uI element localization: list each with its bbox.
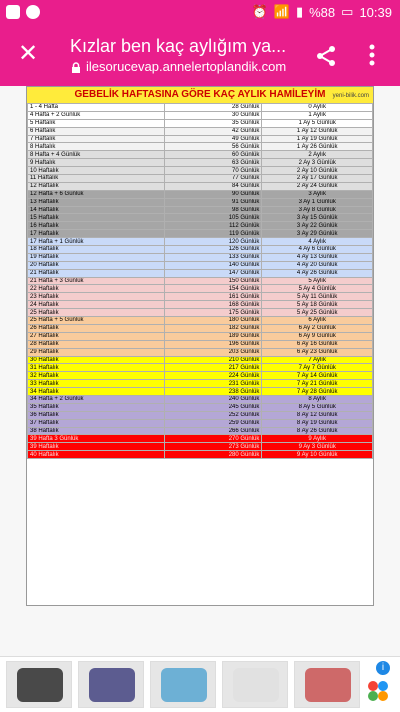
- table-row: [28, 135, 373, 143]
- table-row: [28, 119, 373, 127]
- days-cell: 266 Günlük: [165, 427, 262, 435]
- months-cell: 7 Ay 21 Günlük: [262, 380, 373, 388]
- table-row: [28, 419, 373, 427]
- days-cell: 231 Günlük: [165, 380, 262, 388]
- table-row: [28, 182, 373, 190]
- pinwheel-icon: [26, 5, 40, 19]
- page-url: ilesorucevap.annelertoplandik.com: [86, 59, 287, 74]
- table-row: [28, 277, 373, 285]
- months-cell: 5 Ay 4 Günlük: [262, 285, 373, 293]
- table-row: [28, 104, 373, 112]
- week-cell: 21 Hafta + 3 Günlük: [28, 277, 165, 285]
- months-cell: 3 Ay 22 Günlük: [262, 222, 373, 230]
- table-subtitle: yeni-bilik.com: [332, 93, 369, 99]
- days-cell: 119 Günlük: [165, 230, 262, 238]
- week-cell: 34 Hafta + 2 Günlük: [28, 395, 165, 403]
- brand-icon[interactable]: [364, 677, 392, 705]
- battery-icon: ▭: [341, 4, 354, 19]
- week-cell: 13 Haftalık: [28, 198, 165, 206]
- ad-image: [305, 668, 351, 702]
- ad-image: [233, 668, 279, 702]
- months-cell: 8 Ay 26 Günlük: [262, 427, 373, 435]
- months-cell: 6 Aylık: [262, 317, 373, 325]
- days-cell: 175 Günlük: [165, 309, 262, 317]
- days-cell: 60 Günlük: [165, 151, 262, 159]
- days-cell: 30 Günlük: [165, 111, 262, 119]
- months-cell: 8 Ay 19 Günlük: [262, 419, 373, 427]
- months-cell: 7 Aylık: [262, 356, 373, 364]
- week-cell: 12 Haftalık: [28, 182, 165, 190]
- week-cell: 37 Haftalık: [28, 419, 165, 427]
- ad-banner[interactable]: [0, 656, 400, 712]
- months-cell: 3 Ay 1 Günlük: [262, 198, 373, 206]
- months-cell: 9 Aylık: [262, 435, 373, 443]
- days-cell: 210 Günlük: [165, 356, 262, 364]
- days-cell: 182 Günlük: [165, 324, 262, 332]
- table-row: [28, 261, 373, 269]
- table-row: [28, 380, 373, 388]
- months-cell: 1 Aylık: [262, 111, 373, 119]
- week-cell: 19 Haftalık: [28, 253, 165, 261]
- months-cell: 4 Aylık: [262, 238, 373, 246]
- months-cell: 3 Ay 29 Günlük: [262, 230, 373, 238]
- table-row: [28, 395, 373, 403]
- table-row: [28, 167, 373, 175]
- more-options-icon[interactable]: [364, 42, 380, 68]
- days-cell: 91 Günlük: [165, 198, 262, 206]
- table-row: [28, 443, 373, 451]
- months-cell: 2 Ay 24 Günlük: [262, 182, 373, 190]
- week-cell: 39 Hafta 3 Günlük: [28, 435, 165, 443]
- days-cell: 196 Günlük: [165, 340, 262, 348]
- months-cell: 6 Ay 2 Günlük: [262, 324, 373, 332]
- days-cell: 217 Günlük: [165, 364, 262, 372]
- days-cell: 259 Günlük: [165, 419, 262, 427]
- week-cell: 26 Haftalık: [28, 324, 165, 332]
- months-cell: 2 Ay 10 Günlük: [262, 167, 373, 175]
- ad-thumbnail[interactable]: [6, 661, 72, 708]
- week-cell: 24 Haftalık: [28, 301, 165, 309]
- months-cell: 6 Ay 16 Günlük: [262, 340, 373, 348]
- week-cell: 18 Haftalık: [28, 246, 165, 254]
- days-cell: 240 Günlük: [165, 395, 262, 403]
- months-cell: 2 Ay 3 Günlük: [262, 159, 373, 167]
- table-row: [28, 293, 373, 301]
- table-row: [28, 253, 373, 261]
- months-cell: 6 Ay 23 Günlük: [262, 348, 373, 356]
- week-cell: 34 Haftalık: [28, 388, 165, 396]
- week-cell: 8 Haftalık: [28, 143, 165, 151]
- table-row: [28, 411, 373, 419]
- months-cell: 3 Ay 15 Günlük: [262, 214, 373, 222]
- days-cell: 280 Günlük: [165, 451, 262, 459]
- days-cell: 133 Günlük: [165, 253, 262, 261]
- table-row: [28, 451, 373, 459]
- table-title: GEBELİK HAFTASINA GÖRE KAÇ AYLIK HAMİLEYİM: [27, 87, 373, 103]
- table-row: [28, 332, 373, 340]
- table-row: [28, 356, 373, 364]
- days-cell: 140 Günlük: [165, 261, 262, 269]
- lock-icon: [70, 62, 82, 74]
- table-row: [28, 230, 373, 238]
- week-cell: 17 Haftalık: [28, 230, 165, 238]
- table-row: [28, 324, 373, 332]
- days-cell: 56 Günlük: [165, 143, 262, 151]
- table-row: [28, 238, 373, 246]
- days-cell: 126 Günlük: [165, 246, 262, 254]
- days-cell: 35 Günlük: [165, 119, 262, 127]
- table-row: [28, 206, 373, 214]
- days-cell: 168 Günlük: [165, 301, 262, 309]
- table-row: [28, 372, 373, 380]
- table-row: [28, 111, 373, 119]
- months-cell: 5 Ay 11 Günlük: [262, 293, 373, 301]
- days-cell: 42 Günlük: [165, 127, 262, 135]
- week-cell: 7 Haftalık: [28, 135, 165, 143]
- months-cell: 4 Ay 13 Günlük: [262, 253, 373, 261]
- week-cell: 35 Haftalık: [28, 403, 165, 411]
- months-cell: 4 Ay 26 Günlük: [262, 269, 373, 277]
- days-cell: 120 Günlük: [165, 238, 262, 246]
- months-cell: 3 Ay 8 Günlük: [262, 206, 373, 214]
- days-cell: 70 Günlük: [165, 167, 262, 175]
- days-cell: 238 Günlük: [165, 388, 262, 396]
- table-row: [28, 301, 373, 309]
- months-cell: 8 Aylık: [262, 395, 373, 403]
- days-cell: 150 Günlük: [165, 277, 262, 285]
- months-cell: 9 Ay 10 Günlük: [262, 451, 373, 459]
- week-cell: 29 Haftalık: [28, 348, 165, 356]
- table-row: [28, 403, 373, 411]
- ad-image: [89, 668, 135, 702]
- months-cell: 5 Ay 18 Günlük: [262, 301, 373, 309]
- week-cell: 25 Hafta + 5 Günlük: [28, 317, 165, 325]
- status-bar: [0, 0, 400, 26]
- table-row: [28, 269, 373, 277]
- ad-thumbnails[interactable]: [6, 661, 360, 708]
- days-cell: 105 Günlük: [165, 214, 262, 222]
- ad-thumbnail[interactable]: [150, 661, 216, 708]
- week-cell: 27 Haftalık: [28, 332, 165, 340]
- page-title: Kızlar ben kaç aylığım ya...: [70, 36, 287, 56]
- days-cell: 154 Günlük: [165, 285, 262, 293]
- week-cell: 20 Haftalık: [28, 261, 165, 269]
- days-cell: 112 Günlük: [165, 222, 262, 230]
- adchoices-icon[interactable]: i: [376, 661, 390, 675]
- week-cell: 16 Haftalık: [28, 222, 165, 230]
- table-row: [28, 309, 373, 317]
- months-cell: 7 Ay 14 Günlük: [262, 372, 373, 380]
- months-cell: 7 Ay 28 Günlük: [262, 388, 373, 396]
- status-right: [252, 4, 392, 20]
- months-cell: 3 Aylık: [262, 190, 373, 198]
- table-row: [28, 340, 373, 348]
- months-cell: 1 Ay 5 Günlük: [262, 119, 373, 127]
- months-cell: 5 Aylık: [262, 277, 373, 285]
- pregnancy-table-image: [26, 86, 374, 606]
- table-row: [28, 214, 373, 222]
- table-row: [28, 435, 373, 443]
- months-cell: 6 Ay 9 Günlük: [262, 332, 373, 340]
- days-cell: 147 Günlük: [165, 269, 262, 277]
- week-cell: 31 Haftalık: [28, 364, 165, 372]
- table-row: [28, 159, 373, 167]
- week-cell: 4 Hafta + 2 Günlük: [28, 111, 165, 119]
- week-cell: 40 Haftalık: [28, 451, 165, 459]
- table-row: [28, 427, 373, 435]
- content-area: [0, 86, 400, 656]
- ad-image: [161, 668, 207, 702]
- months-cell: 8 Ay 5 Günlük: [262, 403, 373, 411]
- ad-image: [17, 668, 63, 702]
- week-cell: 5 Haftalık: [28, 119, 165, 127]
- table-row: [28, 198, 373, 206]
- days-cell: 90 Günlük: [165, 190, 262, 198]
- table-row: [28, 246, 373, 254]
- table-row: [28, 151, 373, 159]
- months-cell: 4 Ay 6 Günlük: [262, 246, 373, 254]
- week-cell: 39 Haftalık: [28, 443, 165, 451]
- app-bar: [0, 26, 400, 86]
- week-cell: 25 Haftalık: [28, 309, 165, 317]
- week-cell: 14 Haftalık: [28, 206, 165, 214]
- days-cell: 161 Günlük: [165, 293, 262, 301]
- ad-thumbnail[interactable]: [222, 661, 288, 708]
- week-cell: 28 Haftalık: [28, 340, 165, 348]
- days-cell: 224 Günlük: [165, 372, 262, 380]
- days-cell: 189 Günlük: [165, 332, 262, 340]
- days-cell: 273 Günlük: [165, 443, 262, 451]
- table-row: [28, 348, 373, 356]
- days-cell: 63 Günlük: [165, 159, 262, 167]
- wifi-icon: 📶: [273, 4, 290, 19]
- week-cell: 17 Hafta + 1 Günlük: [28, 238, 165, 246]
- week-cell: 6 Haftalık: [28, 127, 165, 135]
- days-cell: 203 Günlük: [165, 348, 262, 356]
- months-cell: 1 Ay 19 Günlük: [262, 135, 373, 143]
- youtube-icon: [6, 5, 20, 19]
- close-icon[interactable]: ✕: [17, 40, 39, 67]
- week-cell: 23 Haftalık: [28, 293, 165, 301]
- months-cell: 2 Ay 17 Günlük: [262, 175, 373, 183]
- week-cell: 30 Haftalık: [28, 356, 165, 364]
- ad-thumbnail[interactable]: [294, 661, 360, 708]
- ad-thumbnail[interactable]: [78, 661, 144, 708]
- week-cell: 21 Haftalık: [28, 269, 165, 277]
- table-row: [28, 175, 373, 183]
- days-cell: 98 Günlük: [165, 206, 262, 214]
- months-cell: 1 Ay 12 Günlük: [262, 127, 373, 135]
- cellular-icon: ▮: [295, 4, 304, 19]
- week-cell: 15 Haftalık: [28, 214, 165, 222]
- months-cell: 2 Aylık: [262, 151, 373, 159]
- months-cell: 9 Ay 3 Günlük: [262, 443, 373, 451]
- days-cell: 252 Günlük: [165, 411, 262, 419]
- days-cell: 270 Günlük: [165, 435, 262, 443]
- days-cell: 28 Günlük: [165, 104, 262, 112]
- time-text: 10:39: [359, 4, 392, 20]
- days-cell: 180 Günlük: [165, 317, 262, 325]
- week-cell: 11 Haftalık: [28, 175, 165, 183]
- week-cell: 9 Haftalık: [28, 159, 165, 167]
- table-row: [28, 317, 373, 325]
- table-row: [28, 285, 373, 293]
- days-cell: 49 Günlük: [165, 135, 262, 143]
- week-cell: 1 - 4 Hafta: [28, 104, 165, 112]
- days-cell: 84 Günlük: [165, 182, 262, 190]
- week-cell: 33 Haftalık: [28, 380, 165, 388]
- battery-text: %88: [309, 4, 336, 20]
- week-cell: 22 Haftalık: [28, 285, 165, 293]
- days-cell: 245 Günlük: [165, 403, 262, 411]
- months-cell: 1 Ay 26 Günlük: [262, 143, 373, 151]
- table-row: [28, 388, 373, 396]
- share-icon[interactable]: [314, 44, 338, 68]
- week-cell: 8 Hafta + 4 Günlük: [28, 151, 165, 159]
- week-cell: 36 Haftalık: [28, 411, 165, 419]
- months-cell: 0 Aylık: [262, 104, 373, 112]
- table-row: [28, 190, 373, 198]
- months-cell: 5 Ay 25 Günlük: [262, 309, 373, 317]
- status-notification-icons: [6, 5, 40, 19]
- days-cell: 77 Günlük: [165, 175, 262, 183]
- week-cell: 32 Haftalık: [28, 372, 165, 380]
- pregnancy-table: [27, 103, 373, 459]
- week-cell: 38 Haftalık: [28, 427, 165, 435]
- table-row: [28, 364, 373, 372]
- table-row: [28, 222, 373, 230]
- week-cell: 12 Hafta + 6 Günlük: [28, 190, 165, 198]
- alarm-icon: ⏰: [251, 4, 268, 19]
- table-row: [28, 143, 373, 151]
- months-cell: 7 Ay 7 Günlük: [262, 364, 373, 372]
- week-cell: 10 Haftalık: [28, 167, 165, 175]
- months-cell: 4 Ay 20 Günlük: [262, 261, 373, 269]
- months-cell: 8 Ay 12 Günlük: [262, 411, 373, 419]
- table-row: [28, 127, 373, 135]
